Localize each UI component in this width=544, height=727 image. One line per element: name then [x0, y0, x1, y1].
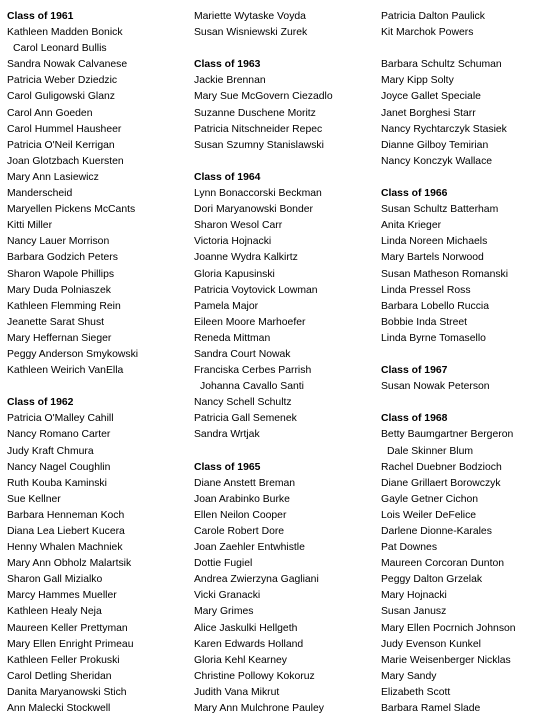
alumna-name: Sharon Wapole Phillips — [7, 268, 115, 280]
blank-line — [7, 379, 187, 395]
alumna-name: Kathleen Flemming Rein — [7, 300, 121, 312]
blank-line — [381, 41, 543, 57]
alumna-name: Barbara Henneman Koch — [7, 509, 125, 521]
alumna-name: Joan Glotzbach Kuersten — [7, 155, 124, 167]
alumna-name: Joanne Wydra Kalkirtz — [194, 252, 298, 264]
class-year-heading: Class of 1968 — [381, 413, 448, 425]
alumna-name: Mary Heffernan Sieger — [7, 332, 112, 344]
alumna-name: Linda Noreen Michaels — [381, 236, 488, 248]
alumna-name: Dottie Fugiel — [194, 558, 253, 570]
alumna-name: Elizabeth Scott — [381, 686, 451, 698]
name-column-1 — [7, 9, 187, 717]
blank-line — [381, 170, 543, 186]
alumna-name: Carol Guligowski Glanz — [7, 91, 115, 103]
alumna-name: Diane Anstett Breman — [194, 477, 296, 489]
alumna-name: Janet Borghesi Starr — [381, 107, 476, 119]
alumna-name: Marie Weisenberger Nicklas — [381, 654, 511, 666]
alumna-name: Patricia Nitschneider Repec — [194, 123, 323, 135]
alumna-name: Alice Jaskulki Hellgeth — [194, 622, 298, 634]
alumna-name: Bobbie Inda Street — [381, 316, 468, 328]
alumna-name: Mary Ellen Pocrnich Johnson — [381, 622, 516, 634]
alumna-name: Susan Nowak Peterson — [381, 381, 490, 393]
alumna-name: Kathleen Weirich VanElla — [7, 365, 124, 377]
alumna-name: Mary Ann Obholz Malartsik — [7, 558, 132, 570]
alumna-name: Franciska Cerbes Parrish — [194, 365, 312, 377]
alumna-name: Sandra Wrtjak — [194, 429, 260, 441]
alumna-name: Ruth Kouba Kaminski — [7, 477, 107, 489]
alumna-name: Maureen Corcoran Dunton — [381, 558, 505, 570]
alumna-name: Kathleen Madden Bonick — [7, 27, 123, 39]
alumna-name: Carol Leonard Bullis — [13, 43, 107, 55]
alumna-name: Jeanette Sarat Shust — [7, 316, 105, 328]
alumna-name: Peggy Dalton Grzelak — [381, 574, 483, 586]
alumna-name: Diana Lea Liebert Kucera — [7, 526, 125, 537]
alumna-name: Henny Whalen Machniek — [7, 542, 123, 554]
alumna-name: Nancy Konczyk Wallace — [381, 155, 493, 167]
class-year-heading: Class of 1962 — [7, 397, 74, 409]
alumna-name: Patricia Voytovick Lowman — [194, 284, 318, 296]
alumna-name: Judy Kraft Chmura — [7, 445, 94, 457]
blank-line — [194, 41, 376, 57]
alumna-name: Ann Malecki Stockwell — [7, 703, 111, 715]
class-year-heading: Class of 1964 — [194, 171, 261, 183]
alumna-name: Pamela Major — [194, 300, 259, 312]
alumna-name: Reneda Mittman — [194, 332, 271, 344]
alumna-name: Linda Pressel Ross — [381, 284, 471, 296]
alumna-name: Barbara Godzich Peters — [7, 252, 118, 264]
alumna-name: Manderscheid — [7, 188, 73, 200]
class-year-heading: Class of 1965 — [194, 461, 261, 473]
alumna-name: Karen Edwards Holland — [194, 638, 304, 650]
alumna-name: Lois Weiler DeFelice — [381, 509, 477, 521]
alumna-name: Diane Grillaert Borowczyk — [381, 477, 501, 489]
alumna-name: Judith Vana Mikrut — [194, 686, 280, 698]
alumna-name: Christine Pollowy Kokoruz — [194, 670, 315, 682]
alumna-name: Sharon Gall Mizialko — [7, 574, 103, 586]
alumna-name: Nancy Rychtarczyk Stasiek — [381, 123, 507, 135]
class-year-heading: Class of 1963 — [194, 59, 261, 71]
alumna-name: Joan Zaehler Entwhistle — [194, 542, 305, 554]
alumna-name: Anita Krieger — [381, 220, 442, 232]
alumna-name: Mary Grimes — [194, 606, 254, 618]
alumna-name: Mary Duda Polniaszek — [7, 284, 111, 296]
alumna-name: Jackie Brennan — [194, 75, 266, 87]
alumna-name: Patricia Weber Dziedzic — [7, 75, 118, 87]
alumna-name: Nancy Romano Carter — [7, 429, 111, 441]
blank-line — [381, 395, 543, 411]
alumna-name: Mariette Wytaske Voyda — [194, 11, 306, 22]
name-column-2 — [194, 9, 376, 717]
alumna-name: Marcy Hammes Mueller — [7, 590, 117, 602]
alumna-name: Pat Downes — [381, 542, 438, 554]
alumna-name: Barbara Ramel Slade — [381, 703, 481, 715]
alumna-name: Mary Bartels Norwood — [381, 252, 484, 264]
name-column-3 — [381, 9, 543, 717]
alumna-name: Ellen Neilon Cooper — [194, 509, 287, 521]
alumna-name: Sue Kellner — [7, 493, 61, 505]
alumna-name: Susan Janusz — [381, 606, 447, 618]
alumna-name: Joyce Gallet Speciale — [381, 91, 481, 103]
alumna-name: Carol Ann Goeden — [7, 107, 93, 119]
alumna-name: Andrea Zwierzyna Gagliani — [194, 574, 319, 586]
alumna-name: Maryellen Pickens McCants — [7, 204, 136, 216]
alumna-name: Gloria Kehl Kearney — [194, 654, 287, 666]
alumna-name: Vicki Granacki — [194, 590, 261, 602]
alumna-name: Mary Sandy — [381, 670, 437, 682]
alumna-name: Kathleen Healy Neja — [7, 606, 102, 618]
alumna-name: Nancy Nagel Coughlin — [7, 461, 111, 473]
alumna-name: Kit Marchok Powers — [381, 27, 474, 39]
blank-line — [194, 154, 376, 170]
alumna-name: Mary Ann Mulchrone Pauley — [194, 703, 324, 715]
alumna-name: Joan Arabinko Burke — [194, 493, 290, 505]
alumna-name: Carole Robert Dore — [194, 526, 285, 537]
alumna-name: Susan Wisniewski Zurek — [194, 27, 308, 39]
alumna-name: Carol Detling Sheridan — [7, 670, 112, 682]
alumna-name: Barbara Schultz Schuman — [381, 59, 502, 71]
alumna-name: Carol Hummel Hausheer — [7, 123, 122, 135]
alumna-name: Susan Schultz Batterham — [381, 204, 499, 216]
alumna-name: Kathleen Feller Prokuski — [7, 654, 120, 666]
alumna-name: Dori Maryanowski Bonder — [194, 204, 313, 216]
alumna-name: Maureen Keller Prettyman — [7, 622, 128, 634]
alumna-name: Rachel Duebner Bodzioch — [381, 461, 502, 473]
alumna-name: Patricia O'Malley Cahill — [7, 413, 114, 425]
alumna-name: Nancy Lauer Morrison — [7, 236, 110, 248]
alumna-name: Nancy Schell Schultz — [194, 397, 292, 409]
blank-line — [381, 347, 543, 363]
alumna-name: Susan Szumny Stanislawski — [194, 139, 324, 151]
alumna-name: Mary Sue McGovern Ciezadlo — [194, 91, 333, 103]
alumna-name: Johanna Cavallo Santi — [200, 381, 304, 393]
alumna-name: Mary Ellen Enright Primeau — [7, 638, 134, 650]
alumna-name: Dianne Gilboy Temirian — [381, 139, 489, 151]
alumna-name: Betty Baumgartner Bergeron — [381, 429, 514, 441]
alumna-name: Sharon Wesol Carr — [194, 220, 283, 232]
class-year-heading: Class of 1966 — [381, 188, 448, 200]
alumna-name: Linda Byrne Tomasello — [381, 332, 486, 344]
alumna-name: Sandra Nowak Calvanese — [7, 59, 128, 71]
alumna-name: Lynn Bonaccorski Beckman — [194, 188, 322, 200]
alumna-name: Judy Evenson Kunkel — [381, 638, 481, 650]
alumna-name: Mary Kipp Solty — [381, 75, 454, 87]
alumna-name: Danita Maryanowski Stich — [7, 686, 127, 698]
alumna-name: Patricia Gall Semenek — [194, 413, 297, 425]
alumna-name: Sandra Court Nowak — [194, 348, 291, 360]
alumna-name: Darlene Dionne-Karales — [381, 526, 492, 537]
alumna-name: Gloria Kapusinski — [194, 268, 275, 280]
alumna-name: Barbara Lobello Ruccia — [381, 300, 490, 312]
alumna-name: Mary Hojnacki — [381, 590, 447, 602]
alumna-name: Peggy Anderson Smykowski — [7, 348, 139, 360]
alumna-name: Mary Ann Lasiewicz — [7, 171, 99, 183]
alumna-name: Patricia O'Neil Kerrigan — [7, 139, 115, 151]
class-year-heading: Class of 1967 — [381, 365, 448, 377]
alumna-name: Eileen Moore Marhoefer — [194, 316, 306, 328]
alumna-name: Susan Matheson Romanski — [381, 268, 509, 280]
alumna-name: Suzanne Duschene Moritz — [194, 107, 316, 119]
alumna-name: Patricia Dalton Paulick — [381, 11, 485, 22]
blank-line — [194, 444, 376, 460]
alumna-name: Gayle Getner Cichon — [381, 493, 479, 505]
alumna-name: Kitti Miller — [7, 220, 53, 232]
alumna-name: Dale Skinner Blum — [387, 445, 474, 457]
class-year-heading: Class of 1961 — [7, 11, 74, 22]
alumna-name: Victoria Hojnacki — [194, 236, 272, 248]
